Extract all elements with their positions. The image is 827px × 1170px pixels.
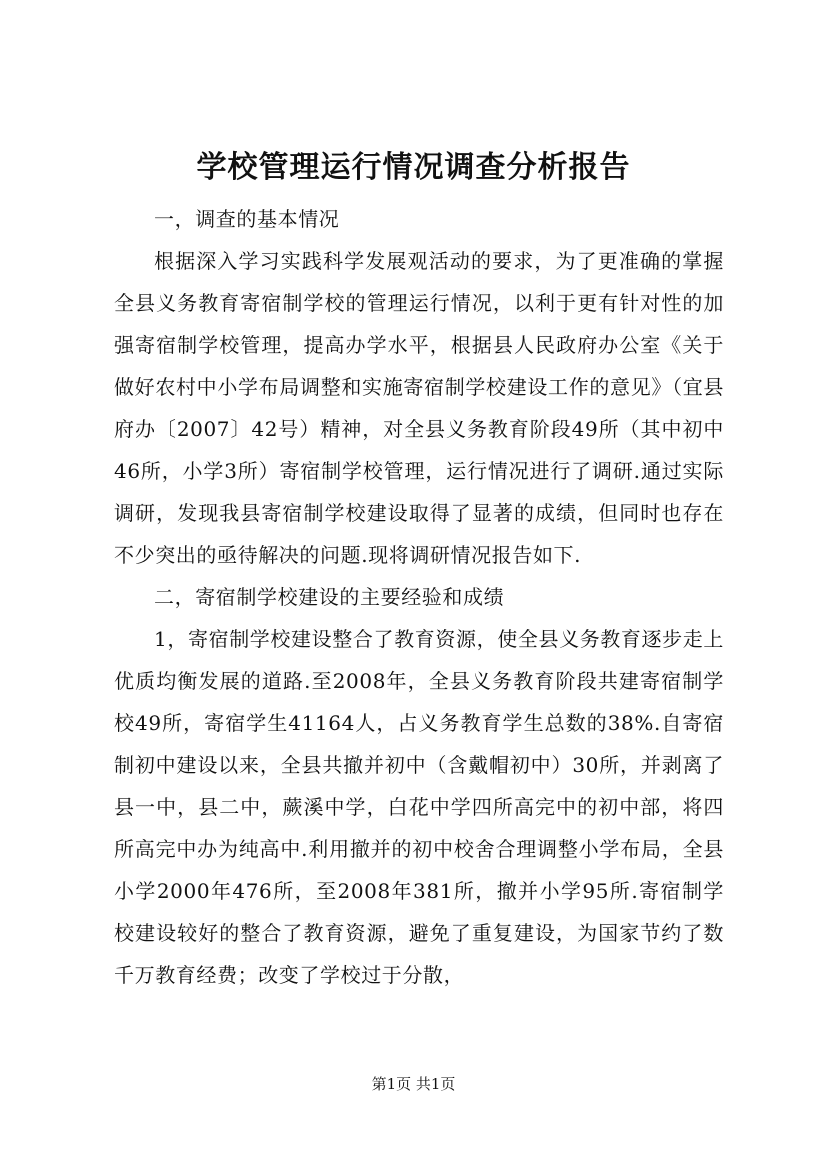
page-footer: 第1页 共1页: [371, 1075, 456, 1093]
document-title: 学校管理运行情况调查分析报告: [196, 150, 631, 185]
document-body: [114, 198, 724, 996]
paragraph-resource-integration: 1，寄宿制学校建设整合了教育资源，使全县义务教育逐步走上优质均衡发展的道路.至2008年，全县义务教育阶段共建寄宿制学校49所，寄宿学生41164人，占义务教育学生总数的38%.自寄宿制初中建设以来，全县共撤并初中（含戴帽初中）30所，并剥离了县一中，县二中，蕨溪中学，白花中学四所高完中的初中部，将四所高完中办为纯高中.利用撤并的初中校舍合理调整小学布局，全县小学2000年476所，至2008年381所，撤并小学95所.寄宿制学校建设较好的整合了教育资源，避免了重复建设，为国家节约了数千万教育经费；改变了学校过于分散，: [114, 627, 724, 987]
section-heading-basic-situation: 一，调查的基本情况: [154, 207, 340, 231]
section-heading-main-experience: 二，寄宿制学校建设的主要经验和成绩: [154, 585, 505, 609]
paragraph-basic-situation: 根据深入学习实践科学发展观活动的要求，为了更准确的掌握全县义务教育寄宿制学校的管理运行情况，以利于更有针对性的加强寄宿制学校管理，提高办学水平，根据县人民政府办公室《关于做好农村中小学布局调整和实施寄宿制学校建设工作的意见》（宜县府办〔2007〕42号）精神，对全县义务教育阶段49所（其中初中46所，小学3所）寄宿制学校管理，运行情况进行了调研.通过实际调研，发现我县寄宿制学校建设取得了显著的成绩，但同时也存在不少突出的亟待解决的问题.现将调研情况报告如下.: [114, 249, 724, 567]
